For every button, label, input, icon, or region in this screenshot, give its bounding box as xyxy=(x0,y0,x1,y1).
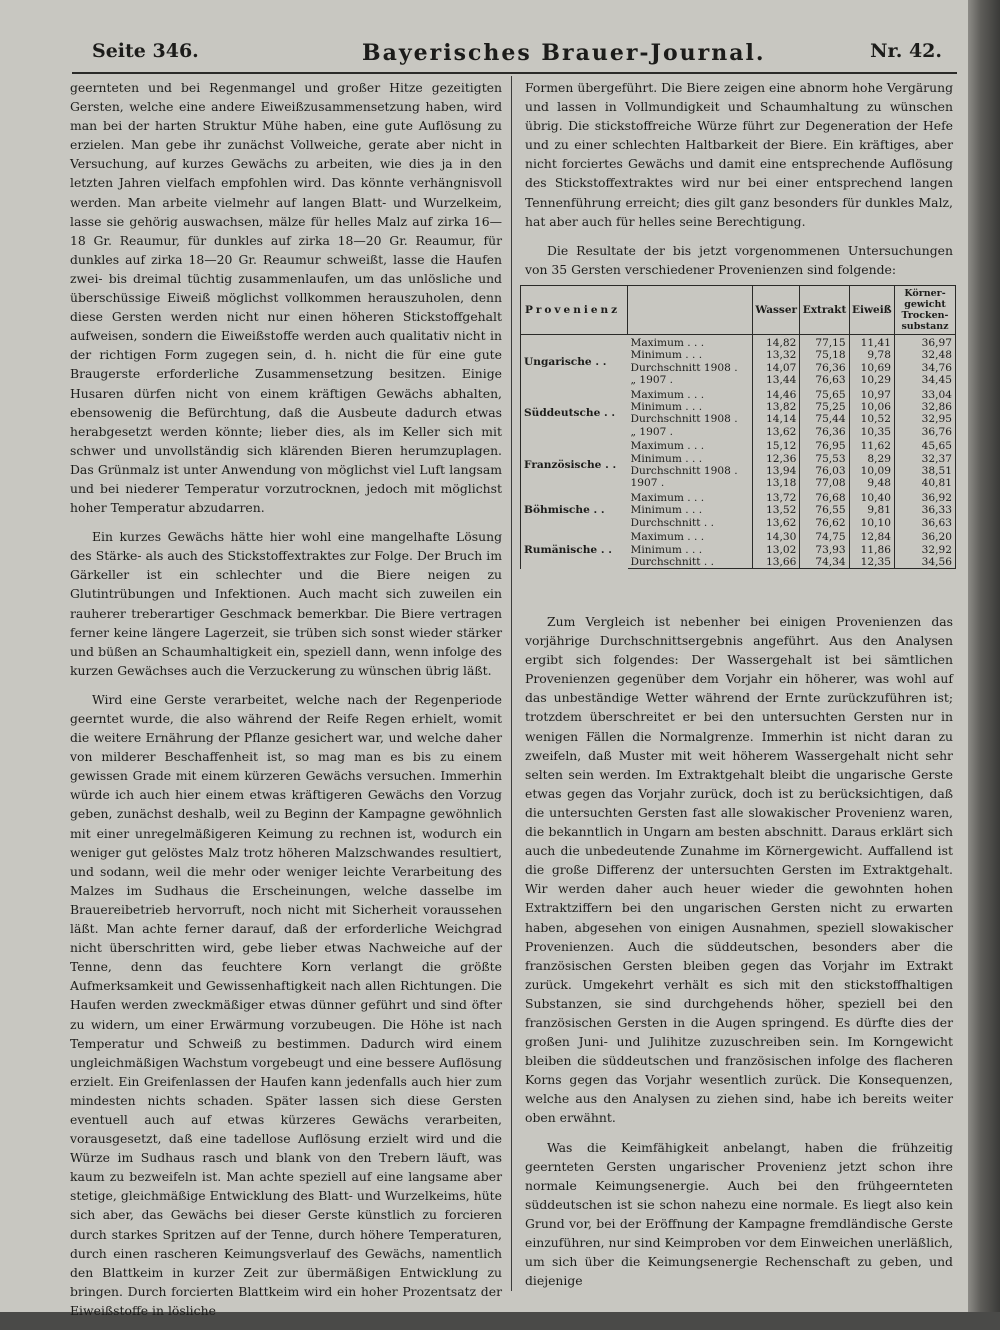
value-cell: 12,84 xyxy=(849,529,894,543)
stat-label: „ 1907 . xyxy=(628,374,753,386)
table-header-row xyxy=(521,286,956,335)
stat-label: Minimum . . . xyxy=(628,504,753,516)
value-cell: 75,44 xyxy=(800,413,849,425)
provenance-label: Süddeutsche . . xyxy=(521,387,628,439)
value-cell: 14,07 xyxy=(753,362,800,374)
results-table xyxy=(520,285,956,569)
table-row xyxy=(521,387,956,401)
value-cell: 13,82 xyxy=(753,401,800,413)
value-cell: 12,35 xyxy=(849,556,894,569)
value-cell: 36,97 xyxy=(895,335,956,350)
value-cell: 75,53 xyxy=(800,453,849,465)
value-cell: 76,62 xyxy=(800,517,849,529)
value-cell: 13,94 xyxy=(753,465,800,477)
value-cell: 75,18 xyxy=(800,349,849,361)
issue-number: Nr. 42. xyxy=(870,40,942,62)
column-header: Provenienz xyxy=(521,286,628,335)
value-cell: 36,76 xyxy=(895,426,956,438)
value-cell: 77,08 xyxy=(800,477,849,489)
paragraph: geernteten und bei Regenmangel und großer Hitze gezeitigten Gersten, welche eine andere Eiweißzusammensetzung haben, wird man bei der harten Struktur Mühe haben, eine gute Auflösung zu erzielen. Man gebe ihr zunächst Vollweiche, gerate aber nicht in Versuchung, auf kurzes Gewächs zu arbeiten, wie dies ja in den letzten Jahren vielfach empfohlen wird. Das könnte verhängnisvoll werden. Man arbeite vielmehr auf langen Blatt- und Wurzelkeim, lasse sie gehörig auswachsen, mälze für helles Malz auf zirka 16—18 Gr. Reaumur, für dunkles auf zirka 18—20 Gr. Reaumur, für dunkles auf zirka 18—20 Gr. Reaumur schweißt, lasse die Haufen zwei- bis dreimal tüchtig zusammenlaufen, um das unlösliche und überschüssige Eiweiß möglichst vollkommen herauszuholen, denn diese Gersten werden nicht nur einen höheren Stickstoffgehalt aufweisen, sondern die Eiweißstoffe werden auch qualitativ nicht in der richtigen Form zugegen sein, d. h. nicht die für eine gute Braugerste erforderliche Zusammensetzung besitzen. Einige Husaren dürfen nicht von einem kräftigen Gewächs abhalten, ebensowenig die Befürchtung, daß die Ausbeute dadurch etwas herabgesetzt werden könnte; lieber dies, als im Keller sich mit schwer und unvollständig sich klärenden Bieren herumzuplagen. Das Grünmalz ist unter Anwendung von möglichst viel Luft langsam und bei niederer Temperatur vorzutrocknen, jedoch mit möglichst hoher Temperatur abzudarren. xyxy=(70,80,502,516)
paragraph: Was die Keimfähigkeit anbelangt, haben die frühzeitig geernteten Gersten ungarischer Provenienz jetzt schon ihre normale Keimungsenergie. Auch bei den frühgeernteten süddeutschen ist sie schon nahezu eine normale. Es liegt also kein Grund vor, bei der Eröffnung der Kampagne fremdländische Gerste einzuführen, nur sind Keimproben vor dem Einweichen unerläßlich, um sich über die Keimungsenergie Rechenschaft zu geben, und diejenige xyxy=(525,1139,953,1289)
column-header: Körner-gewicht Trocken-substanz xyxy=(895,286,956,335)
value-cell: 10,40 xyxy=(849,490,894,504)
value-cell: 12,36 xyxy=(753,453,800,465)
value-cell: 77,15 xyxy=(800,335,849,350)
paragraph: Zum Vergleich ist nebenher bei einigen Provenienzen das vorjährige Durchschnittsergebnis angeführt. Aus den Analysen ergibt sich folgendes: Der Wassergehalt ist bei sämtlichen Provenienzen gegenüber dem Vorjahr ein höherer, was wohl auf das unbeständige Wetter während der Ernte zurückzuführen ist; trotzdem überschreitet er bei den untersuchten Gersten nur in wenigen Fällen die Normalgrenze. Immerhin ist nicht daran zu zweifeln, daß Muster mit weit höherem Wassergehalt nicht sehr selten sein werden. Im Extraktgehalt bleibt die ungarische Gerste etwas gegen das Vorjahr zurück, doch ist zu berücksichtigen, daß die untersuchten Gersten fast alle slowakischer Provenienz waren, die bekanntlich in Ungarn am besten abschnitt. Daraus erklärt sich auch die unbedeutende Zunahme im Körnergewicht. Auffallend ist die große Differenz der untersuchten Gersten im Extraktgehalt. Wir werden daher auch heuer wieder die gewohnten hohen Extraktziffern bei den ungarischen Gersten nicht zu erwarten haben, abgesehen von einigen Ausnahmen, speziell slowakischer Provenienzen. Auch die süddeutschen, besonders aber die französischen Gersten bleiben gegen das Vorjahr im Extrakt zurück. Umgekehrt verhält es sich mit den stickstoffhaltigen Substanzen, sie sind durchgehends höher, speziell bei den französischen Gersten in die Augen springend. Es dürfte dies der großen Juni- und Julihitze zuzuschreiben sein. Im Korngewicht bleiben die süddeutschen und französischen infolge des flacheren Korns gegen das Vorjahr wesentlich zurück. Die Konsequenzen, welche aus den Analysen zu ziehen sind, habe ich bereits weiter oben erwähnt. xyxy=(525,614,953,1126)
value-cell: 76,36 xyxy=(800,362,849,374)
value-cell: 74,75 xyxy=(800,529,849,543)
table-row xyxy=(521,438,956,452)
value-cell: 32,86 xyxy=(895,401,956,413)
value-cell: 75,25 xyxy=(800,401,849,413)
value-cell: 75,65 xyxy=(800,387,849,401)
column-header: Wasser xyxy=(753,286,800,335)
value-cell: 76,55 xyxy=(800,504,849,516)
value-cell: 33,04 xyxy=(895,387,956,401)
column-divider xyxy=(511,76,512,1291)
journal-title: Bayerisches Brauer-Journal. xyxy=(362,40,766,66)
provenance-label: Ungarische . . xyxy=(521,335,628,387)
stat-label: Durchschnitt . . xyxy=(628,556,753,569)
value-cell: 36,63 xyxy=(895,517,956,529)
value-cell: 32,95 xyxy=(895,413,956,425)
paragraph: Wird eine Gerste verarbeitet, welche nach der Regenperiode geerntet wurde, die also während der Reife Regen erhielt, womit die weitere Ernährung der Pflanze gesichert war, und welche daher von milderer Beschaffenheit ist, so mag man es bis zu einem gewissen Grade mit einem kürzeren Gewächs versuchen. Immerhin würde ich auch hier einem etwas kräftigeren Gewächs den Vorzug geben, zunächst deshalb, weil zu Beginn der Kampagne gewöhnlich mit einer unregelmäßigeren Keimung zu rechnen ist, wodurch ein weniger gut gelöstes Malz trotz höheren Malzschwandes resultiert, und sodann, weil die mehr oder weniger leichte Verarbeitung des Malzes im Sudhaus die Erscheinungen, welche dasselbe im Brauereibetrieb hervorruft, noch nicht mit Sicherheit voraussehen läßt. Man achte ferner darauf, daß der erforderliche Weichgrad nicht überschritten wird, gebe lieber etwas Nachweiche auf der Tenne, denn das feuchtere Korn verlangt die größte Aufmerksamkeit und Gewissenhaftigkeit nach allen Richtungen. Die Haufen werden zweckmäßiger etwas dünner geführt und sind öfter zu widern, um einer Erwärmung vorzubeugen. Die Höhe ist nach Temperatur und Schweiß zu bestimmen. Dadurch wird einem ungleichmäßigen Wachstum vorgebeugt und eine bessere Auflösung erzielt. Ein Greifenlassen der Haufen kann jedenfalls auch hier zum mindesten nichts schaden. Später lassen sich diese Gersten eventuell auch auf etwas kürzeres Gewächs verarbeiten, vorausgesetzt, daß eine tadellose Auflösung erzielt wird und die Würze im Sudhaus rasch und blank von den Trebern läuft, was kaum zu bezweifeln ist. Man achte speziell auf eine langsame aber stetige, gleichmäßige Entwicklung des Blatt- und Wurzelkeims, hüte sich aber, das Gewächs bei dieser Gerste künstlich zu forcieren durch starkes Spritzen auf der Tenne, durch höhere Temperaturen, durch einen rascheren Keimungsverlauf des Gewächs, namentlich den Blattkeim in kurzer Zeit zur übermäßigen Entwicklung zu bringen. Durch forcierten Blattkeim wird ein hoher Prozentsatz der Eiweißstoffe in lösliche xyxy=(70,691,502,1318)
stat-label: Minimum . . . xyxy=(628,401,753,413)
paragraph: Ein kurzes Gewächs hätte hier wohl eine mangelhafte Lösung des Stärke- als auch des Stickstoffextraktes zur Folge. Der Bruch im Gärkeller ist ein schlechter und die Biere neigen zu Glutintrübungen und Infektionen. Auch macht sich zuweilen ein rauherer treberartiger Geschmack bemerkbar. Die Biere vertragen ferner keine längere Lagerzeit, sie trüben sich sonst wieder stärker und büßen an Schaumhaltigkeit ein, speziell dann, wenn infolge des kurzen Gewächses auch die Verzuckerung zu wünschen übrig läßt. xyxy=(70,529,502,678)
left-column xyxy=(70,78,502,1330)
stat-label: Maximum . . . xyxy=(628,490,753,504)
value-cell: 10,52 xyxy=(849,413,894,425)
provenance-label: Französische . . xyxy=(521,438,628,490)
value-cell: 14,30 xyxy=(753,529,800,543)
value-cell: 13,32 xyxy=(753,349,800,361)
value-cell: 36,33 xyxy=(895,504,956,516)
value-cell: 32,92 xyxy=(895,544,956,556)
value-cell: 76,68 xyxy=(800,490,849,504)
provenance-label: Rumänische . . xyxy=(521,529,628,569)
table-row xyxy=(521,490,956,504)
value-cell: 13,52 xyxy=(753,504,800,516)
stat-label: Maximum . . . xyxy=(628,529,753,543)
value-cell: 11,86 xyxy=(849,544,894,556)
value-cell: 45,65 xyxy=(895,438,956,452)
value-cell: 76,36 xyxy=(800,426,849,438)
value-cell: 11,62 xyxy=(849,438,894,452)
value-cell: 38,51 xyxy=(895,465,956,477)
value-cell: 10,06 xyxy=(849,401,894,413)
stat-label: Durchschnitt 1908 . xyxy=(628,413,753,425)
value-cell: 36,20 xyxy=(895,529,956,543)
table-body xyxy=(521,335,956,569)
stat-label: Maximum . . . xyxy=(628,438,753,452)
value-cell: 13,72 xyxy=(753,490,800,504)
page-number: Seite 346. xyxy=(92,40,199,62)
stat-label: „ 1907 . xyxy=(628,426,753,438)
value-cell: 14,14 xyxy=(753,413,800,425)
book-spine xyxy=(968,0,1000,1312)
provenance-label: Böhmische . . xyxy=(521,490,628,529)
value-cell: 13,62 xyxy=(753,426,800,438)
stat-label: Minimum . . . xyxy=(628,453,753,465)
value-cell: 76,63 xyxy=(800,374,849,386)
page-header xyxy=(92,40,942,74)
value-cell: 15,12 xyxy=(753,438,800,452)
stat-label: Maximum . . . xyxy=(628,335,753,350)
stat-label: 1907 . xyxy=(628,477,753,489)
value-cell: 36,92 xyxy=(895,490,956,504)
value-cell: 13,02 xyxy=(753,544,800,556)
value-cell: 13,18 xyxy=(753,477,800,489)
value-cell: 8,29 xyxy=(849,453,894,465)
column-header: Eiweiß xyxy=(849,286,894,335)
value-cell: 34,45 xyxy=(895,374,956,386)
value-cell: 40,81 xyxy=(895,477,956,489)
value-cell: 34,56 xyxy=(895,556,956,569)
value-cell: 10,29 xyxy=(849,374,894,386)
value-cell: 32,48 xyxy=(895,349,956,361)
value-cell: 9,78 xyxy=(849,349,894,361)
paragraph: Formen übergeführt. Die Biere zeigen eine abnorm hohe Vergärung und lassen in Vollmundigkeit und Schaumhaltung zu wünschen übrig. Die stickstoffreiche Würze führt zur Degeneration der Hefe und zu einer schlechten Haltbarkeit der Biere. Ein kräftiges, aber nicht forciertes Gewächs und damit eine entsprechende Auflösung des Stickstoffextraktes wird nur bei einer entsprechend langen Tennenführung erreicht; dies gilt ganz besonders für dunkles Malz, hat aber auch für helles seine Berechtigung. xyxy=(525,80,953,229)
value-cell: 13,44 xyxy=(753,374,800,386)
column-header: Extrakt xyxy=(800,286,849,335)
value-cell: 11,41 xyxy=(849,335,894,350)
stat-label: Durchschnitt 1908 . xyxy=(628,465,753,477)
column-header xyxy=(628,286,753,335)
stat-label: Minimum . . . xyxy=(628,544,753,556)
stat-label: Durchschnitt 1908 . xyxy=(628,362,753,374)
value-cell: 10,35 xyxy=(849,426,894,438)
value-cell: 76,03 xyxy=(800,465,849,477)
value-cell: 32,37 xyxy=(895,453,956,465)
value-cell: 10,97 xyxy=(849,387,894,401)
value-cell: 14,46 xyxy=(753,387,800,401)
value-cell: 34,76 xyxy=(895,362,956,374)
value-cell: 9,48 xyxy=(849,477,894,489)
table-row xyxy=(521,529,956,543)
header-rule xyxy=(72,72,957,74)
value-cell: 10,69 xyxy=(849,362,894,374)
value-cell: 10,10 xyxy=(849,517,894,529)
value-cell: 10,09 xyxy=(849,465,894,477)
value-cell: 76,95 xyxy=(800,438,849,452)
paragraph: Die Resultate der bis jetzt vorgenommenen Untersuchungen von 35 Gersten verschiedener Provenienzen sind folgende: xyxy=(525,242,953,277)
right-column-top xyxy=(525,78,953,289)
stat-label: Durchschnitt . . xyxy=(628,517,753,529)
value-cell: 13,66 xyxy=(753,556,800,569)
value-cell: 13,62 xyxy=(753,517,800,529)
value-cell: 14,82 xyxy=(753,335,800,350)
value-cell: 9,81 xyxy=(849,504,894,516)
value-cell: 74,34 xyxy=(800,556,849,569)
right-column-bottom xyxy=(525,612,953,1300)
stat-label: Minimum . . . xyxy=(628,349,753,361)
table-row xyxy=(521,335,956,350)
value-cell: 73,93 xyxy=(800,544,849,556)
stat-label: Maximum . . . xyxy=(628,387,753,401)
